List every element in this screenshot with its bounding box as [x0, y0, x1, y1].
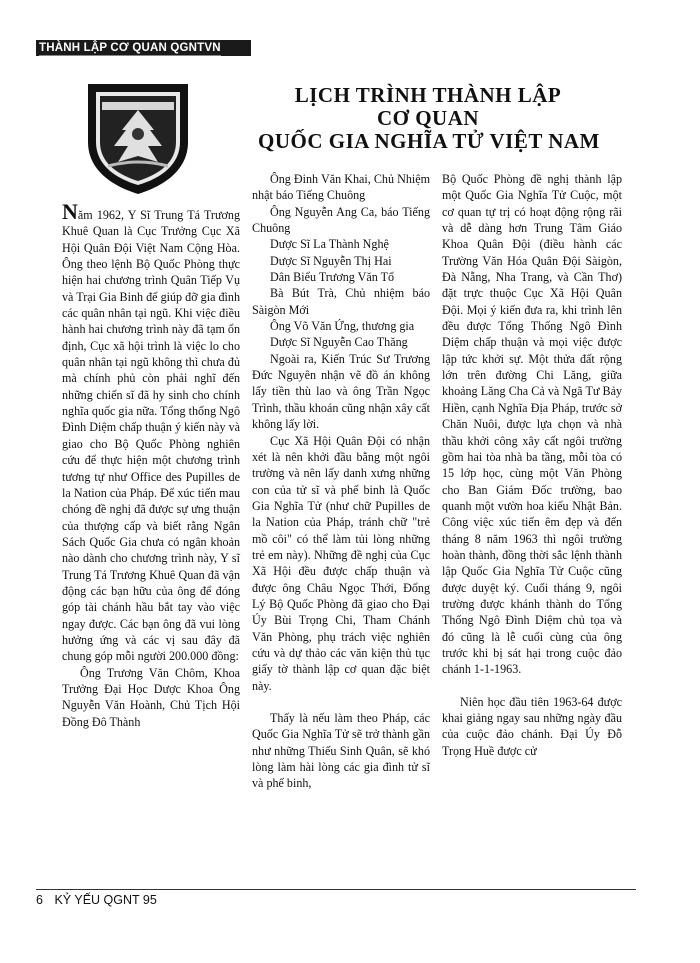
title-line-1: LỊCH TRÌNH THÀNH LẬP — [294, 83, 562, 107]
title-line-2: CƠ QUAN — [376, 106, 480, 130]
column-1 — [62, 199, 240, 730]
page-number: 6 — [36, 893, 43, 907]
column-3 — [442, 171, 622, 759]
donor-line: Dược Sĩ La Thành Nghệ — [270, 237, 389, 252]
paragraph: Cục Xã Hội Quân Đội có nhận xét là nên khởi đầu bằng một ngôi trường và nên lấy danh xưng những con của tử sĩ và phế binh là Quốc Gia Nghĩa Tử (như chữ Pupilles de la Nation của Pháp, tránh chữ "trẻ mồ côi" có thể làm tủi lòng những trẻ em này). Những đề nghị của Cục Xã Hội đều được chấp thuận và được ông Châu Ngọc Thới, Đổng Lý Bộ Quốc Phòng đã giao cho Đại Úy Bùi Trọng Chi, Tham Chánh Văn Phòng, phụ trách việc nghiên cứu và dự thảo các văn kiện thủ tục giấy tờ thành lập cơ quan đặc biệt này. — [252, 433, 430, 693]
paragraph: Ngoài ra, Kiến Trúc Sư Trương Đức Nguyên nhận vẽ đồ án không lấy tiền thù lao và ông Trần Ngọc Trình, thầu khoán cũng nhận xây cất không lấy lời. — [252, 351, 430, 432]
page-footer — [36, 889, 636, 910]
paragraph: Ông Trương Văn Chôm, Khoa Trưởng Đại Học Dược Khoa Ông Nguyễn Văn Hoành, Chủ Tịch Hội Đồng Đô Thành — [62, 665, 240, 729]
article-title — [258, 84, 598, 153]
paragraph: Niên học đầu tiên 1963-64 được khai giảng ngay sau những ngày đầu của cuộc đảo chánh. Đại Úy Đỗ Trọng Huề được cử — [442, 694, 622, 758]
donor-line: Ông Đinh Văn Khai, Chủ Nhiệm nhật báo Tiếng Chuông — [252, 172, 430, 203]
shield-emblem-icon — [84, 80, 192, 196]
paragraph: Thấy là nếu làm theo Pháp, các Quốc Gia Nghĩa Tử sẽ trở thành gần như những Thiếu Sinh Quân, sẽ khó lòng làm hài lòng các gia đình tử sĩ và phế binh, — [252, 711, 430, 791]
donor-line: Ông Nguyễn Ang Ca, báo Tiếng Chuông — [252, 204, 430, 236]
publication-name: KỶ YẾU QGNT 95 — [54, 893, 157, 907]
section-label: THÀNH LẬP CƠ QUAN QGNTVN — [36, 40, 251, 56]
drop-cap: N — [62, 199, 78, 224]
donor-line: Dược Sĩ Nguyễn Thị Hai — [270, 253, 392, 268]
donor-line: Ông Võ Văn Ứng, thương gia — [270, 319, 415, 334]
donor-line: Dược Sĩ Nguyễn Cao Thăng — [270, 335, 408, 350]
column-2 — [252, 171, 430, 792]
paragraph: Bộ Quốc Phòng đề nghị thành lập một Quốc Gia Nghĩa Tử Cuộc, một cơ quan tự trị có hoạt động rộng rãi và dễ dàng hơn Trung Tâm Giáo Khoa Quân Đội (điều hành các Trường Văn Hóa Quân Đội Sàigòn, Đà Nẵng, Nha Trang, và Cần Thơ) đặt trực thuộc Cục Xã Hội Quân Đội. Mọi ý kiến đưa ra, khi trình lên đều được Tổng Thống Ngô Đình Diệm chấp thuận và mọi việc được lập tức khởi sự. Một thửa đất rộng lớn trên đường Chi Lăng, giữa khoảng Lăng Cha Cả và Ngã Tư Bảy Hiền, cạnh Nghĩa Địa Pháp, trước sở Chăn Nuôi, được lựa chọn và nhà thầu khởi công xây cất ngôi trường gồm hai tòa nhà ba tầng, mỗi tòa có 15 lớp học, cùng một Văn Phòng cho Ban Giám Đốc trường, bao quanh một vườn hoa kiểu Nhật Bản. Công việc xúc tiến êm đẹp và đến tháng 8 năm 1963 thì ngôi trường hoàn thành, đồng thời sắc lệnh thành lập Quốc Gia Nghĩa Tử Cuộc cũng được duyệt ký. Cuối tháng 9, ngôi trường được khánh thành do Tổng Thống Ngô Đình Diệm chủ tọa và đó cũng là lễ cuối cùng của ông trước khi bị sát hại trong cuộc đảo chánh 1-1-1963. — [442, 172, 622, 677]
paragraph: Năm 1962, Y Sĩ Trung Tá Trương Khuê Quan là Cục Trưởng Cục Xã Hội Quân Đội Việt Nam Cộng Hòa. Ông theo lệnh Bộ Quốc Phòng thực hiện hai chương trình Quân Tiếp Vụ và Trại Gia Binh để giúp đỡ gia đình các quân nhân tại ngũ. Khi việc điều hành hai chương trình này đã tạm ổn định, Cục xã hội trình là việc lo cho quân nhân tại ngũ không thì chưa đủ mà chính phủ còn phải nghĩ đến những chiến sĩ đã hy sinh cho chính nghĩa quốc gia nữa. Tổng thống Ngô Đình Diệm chấp thuận ý kiến này và giao cho Bộ Quốc Phòng nghiên cứu để thực hiện một chương trình tương tự như Office des Pupilles de la Nation của Pháp. Để xúc tiến mau chóng đề nghị đã được sự ưng thuận của thượng cấp và biết rằng Ngân Sách Quốc Gia chưa có ngân khoản nào dành cho chương trình này, Y sĩ Trung Tá Trương Khuê Quan đã vận động các bạn hữu của ông để đóng góp tài chánh hầu bắt tay vào việc ngay được. Các bạn ông đã vui lòng hưởng ứng và các vị sau đây đã chung góp mỗi người 200.000 đồng: — [62, 199, 240, 664]
donor-line: Dân Biểu Trương Văn Tố — [270, 270, 395, 285]
title-line-3: QUỐC GIA NGHĨA TỬ VIỆT NAM — [258, 129, 600, 153]
donor-line: Bà Bút Trà, Chủ nhiệm báo Sàigòn Mới — [252, 286, 430, 317]
